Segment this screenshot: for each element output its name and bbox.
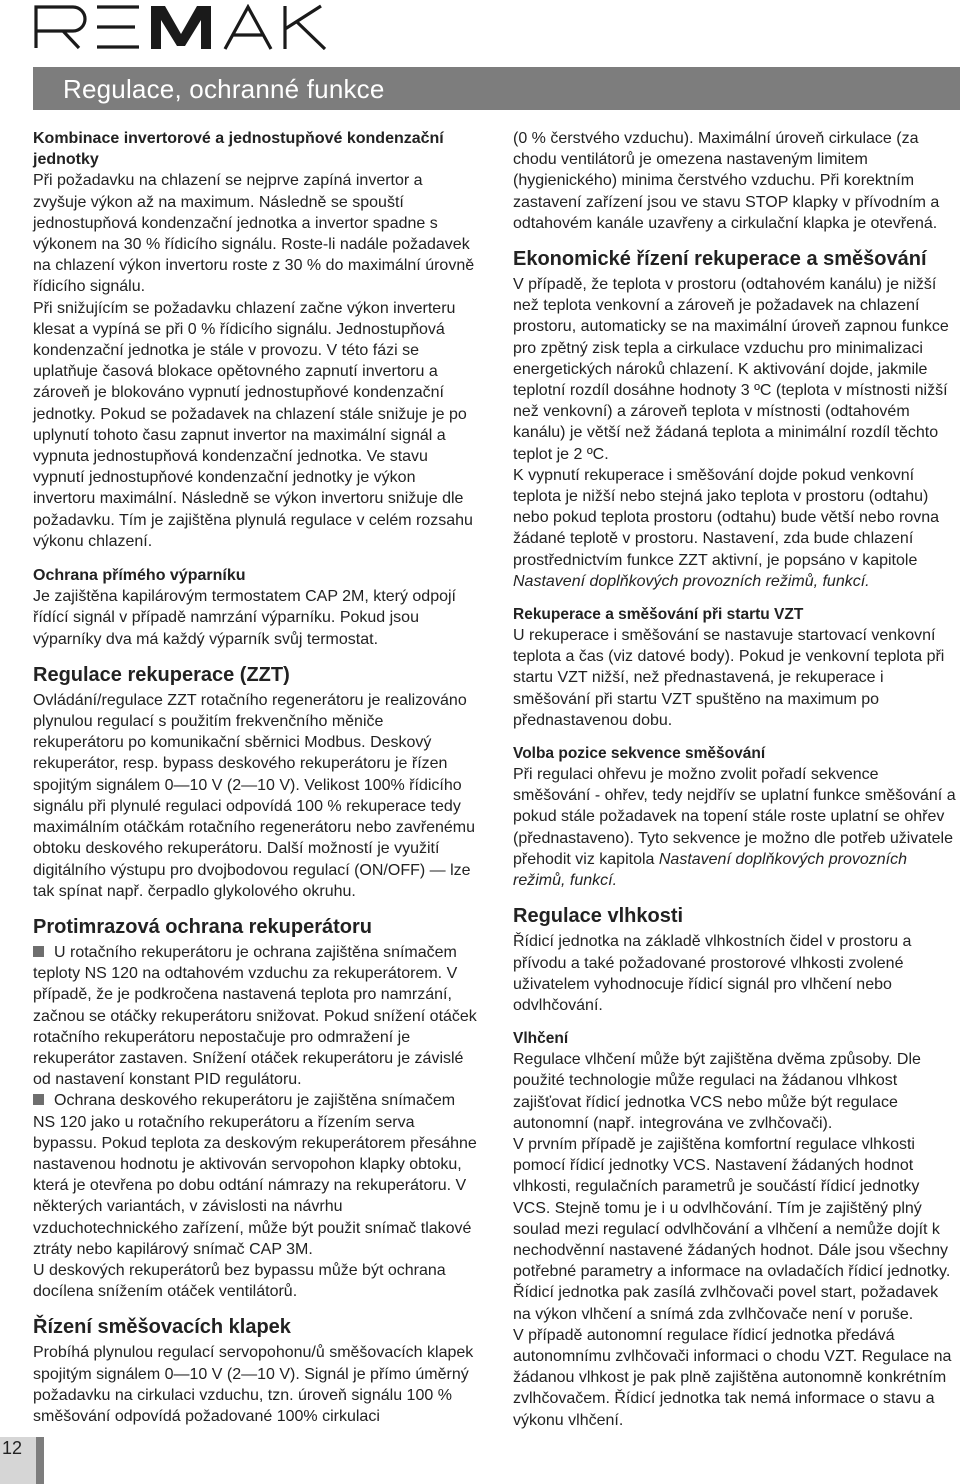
paragraph: Je zajištěna kapilárovým termostatem CAP 2M, který odpojí řídící signál v případě namrzání výparníku. Pokud jsou výparníky dva má každý výparník svůj termostat. [33,588,456,648]
paragraph: V případě, že teplota v prostoru (odtahovém kanálu) je nižší než teplota venkovní a zároveň je požadavek na chlazení prostoru, automaticky se na maximální úroveň zapnou funkce pro zpětný zisk tepla a cirkulace vzduchu pro minimalizaci energetických nároků chlazení. K aktivování dojde, jakmile teplotní rozdíl dosáhne hodnoty 3 ºC (teplota v místnosti nižší než venkovní) a zároveň teplota v místnosti (odtahovém kanálu) je větší než žádaná teplota a minimální rozdíl těchto teplot je 2 ºC. [513,276,949,463]
paragraph: Regulace vlhčení může být zajištěna dvěma způsoby. Dle použité technologie může regulaci na žádanou vlhkost zajišťovat řídicí jednotka VCS nebo může být regulace autonomní (např. integrována ve zvlhčovači). [513,1051,921,1132]
paragraph: Ovládání/regulace ZZT rotačního regenerátoru je realizováno plynulou regulací s použitím frekvenčního měniče rekuperátoru po komunikační sběrnici Modbus. Deskový rekuperátor, resp. bypass deskového rekuperátoru je řízen spojitým signálem 0—10 V (2—10 V). Velikost 100% řídicího signálu při plynulé regulaci odpovídá 100 % rekuperace tedy maximálním otáčkám rotačního regenerátoru nebo zavřenému obtoku deskového rekuperátoru. Další možností je využití digitálního výstupu pro dvojbodovou regulací (ON/OFF) — lze tak spínat např. čerpadlo glykolového okruhu. [33,691,475,900]
bullet-item: U rotačního rekuperátoru je ochrana zajištěna snímačem teploty NS 120 na odtahovém vzduchu za rekuperátorem. V případě, že je podkročena nastavená teplota pro namrzání, začnou se otáčky rekuperátoru snižovat. Pokud snížení otáček rotačního rekuperátoru nepostačuje pro odmražení je rekuperátor zastaven. Snížení otáček rekuperátoru je závislé od nastavení konstant PID regulátoru. [33,943,477,1089]
paragraph: Řídicí jednotka na základě vlhkostních čidel v prostoru a přívodu a také požadované prostorové vlhkosti zvolené uživatelem vyhodnocuje řídicí signál pro vlhčení nebo odvlhčování. [513,933,912,1014]
left-column [33,128,477,1427]
square-bullet-icon [33,946,44,957]
paragraph: Při snižujícím se požadavku chlazení začne výkon inverteru klesat a vypíná se při 0 % řídicího signálu. Jednostupňová kondenzační jednotka je stále v provozu. V této fázi se uplatňuje časová blokace opětovného zapnutí invertoru a zároveň je blokováno vypnutí jednostupňové kondenzační jednotky. Pokud se požadavek na chlazení stále snižuje je po uplynutí tohoto času zapnut invertor na maximální signál a vypnuta jednostupňová kondenzační jednotka. Ve stavu vypnutí jednostupňové kondenzační jednotky je výkon invertoru maximální. Následně se výkon invertoru snižuje dle požadavku. Tím je zajištěna plynulá regulace v celém rozsahu výkonu chlazení. [33,299,473,550]
paragraph: Probíhá plynulou regulací servopohonu/ů směšovacích klapek spojitým signálem 0—10 V (2—10 V). Signál je přímo úměrný požadavku na cirkulaci vzduchu, tzn. úroveň signálu 100 % směšování odpovídá požadované 100% cirkulaci [33,1344,474,1425]
heading-vlhceni: Vlhčení [513,1030,569,1048]
heading-regulace-vlhkosti: Regulace vlhkosti [513,905,684,928]
page-tab-accent [36,1437,44,1484]
section-banner [33,67,960,110]
heading-protimrazova-ochrana: Protimrazová ochrana rekuperátoru [33,915,372,938]
heading-ochrana-vyparniku: Ochrana přímého výparníku [33,567,246,585]
page-title: Regulace, ochranné funkce [63,74,385,104]
heading-kombinace: Kombinace invertorové a jednostupňové kondenzační jednotky [33,130,444,169]
remak-logo [33,4,333,50]
paragraph: (0 % čerstvého vzduchu). Maximální úroveň cirkulace (za chodu ventilátorů je omezena nastaveným limitem (hygienického) minima čerstvého vzduchu. Při korektním zastavení zařízení jsou ve stavu STOP klapky v přívodním a odtahovém kanále uzavřeny a cirkulační klapka je otevřená. [513,130,940,232]
heading-volba-pozice: Volba pozice sekvence směšování [513,745,766,763]
paragraph: Při regulaci ohřevu je možno zvolit pořadí sekvence směšování - ohřev, tedy nejdřív se uplatní funkce směšování a pokud stále požadavek na topení stále roste uplatní se ohřev (přednastaveno). Tyto sekvence je možno dle potřeb uživatele přehodit viz kapitola Nastavení doplňkových provozních režimů, funkcí. [513,766,956,890]
paragraph: K vypnutí rekuperace i směšování dojde pokud venkovní teplota je nižší nebo stejná jako teplota v prostoru (odtahu) nebo pokud teplota prostoru (odtahu) bude větší nebo rovna žádané teplotě v prostoru. Nastavení, zda bude chlazení prostřednictvím funkce ZZT aktivní, je popsáno v kapitole Nastavení doplňkových provozních režimů, funkcí. [513,466,940,590]
paragraph: U deskových rekuperátorů bez bypassu může být ochrana docílena snížením otáček ventilátorů. [33,1261,446,1301]
paragraph: V případě autonomní regulace řídicí jednotka předává autonomnímu zvlhčovači informaci o chodu VZT. Regulace na žádanou vlhkost je pak plně zajištěna autonomně konkrétním zvlhčovačem. Řídicí jednotka tak nemá informace o stavu a výkonu vlhčení. [513,1326,952,1429]
paragraph: U rekuperace i směšování se nastavuje startovací venkovní teplota a čas (viz datové body). Pokud je venkovní teplota při startu VZT nižší, než přednastavená, je rekuperace i směšování při startu VZT spuštěno na maximum po přednastavenou dobu. [513,627,945,729]
square-bullet-icon [33,1094,44,1105]
paragraph: V prvním případě je zajištěna komfortní regulace vlhkosti pomocí řídicí jednotky VCS. Nastavení žádaných hodnot vlhkosti, regulačních parametrů je součástí řídicí jednotky VCS. Stejně tomu je i u odvlhčování. Tím je zajištěný plný soulad mezi regulací odvlhčování a vlhčení a nemůže dojít k nechodvěnní nastavené žádaných hodnot. Dále jsou všechny potřebné parametry a informace na ovladačích řídicí jednotky. Řídicí jednotka pak zasílá zvlhčovači povel start, požadavek na výkon vlhčení a snímá zda zvlhčovače není v poruše. [513,1135,951,1323]
heading-rizeni-klapek: Řízení směšovacích klapek [33,1316,291,1339]
bullet-item: Ochrana deskového rekuperátoru je zajištěna snímačem NS 120 jako u rotačního rekuperátoru a řízením serva bypassu. Pokud teplota za deskovým rekuperátorem přesáhne nastavenou hodnotu je aktivován servopohon klapky obtoku, která je otevřena po dobu odtání námrazy na rekuperátoru. V některých variantách, v závislosti na návrhu vzduchotechnického zařízení, může být použit snímač tlakové ztráty nebo kapilárový snímač CAP 3M. [33,1092,477,1258]
heading-ekonomicke-rizeni: Ekonomické řízení rekuperace a směšování [513,248,927,271]
heading-rekuperace-start: Rekuperace a směšování při startu VZT [513,606,804,624]
right-column [513,128,960,1431]
page-number: 12 [2,1438,23,1458]
paragraph: Při požadavku na chlazení se nejprve zapíná invertor a zvyšuje výkon až na maximum. Následně se spouští jednostupňová kondenzační jednotka a invertor spadne s výkonem na 30 % řídicího signálu. Roste-li nadále požadavek na chlazení výkon invertoru roste z 30 % do maximální úrovně řídicího signálu. [33,172,475,296]
heading-regulace-rekuperace: Regulace rekuperace (ZZT) [33,663,290,686]
